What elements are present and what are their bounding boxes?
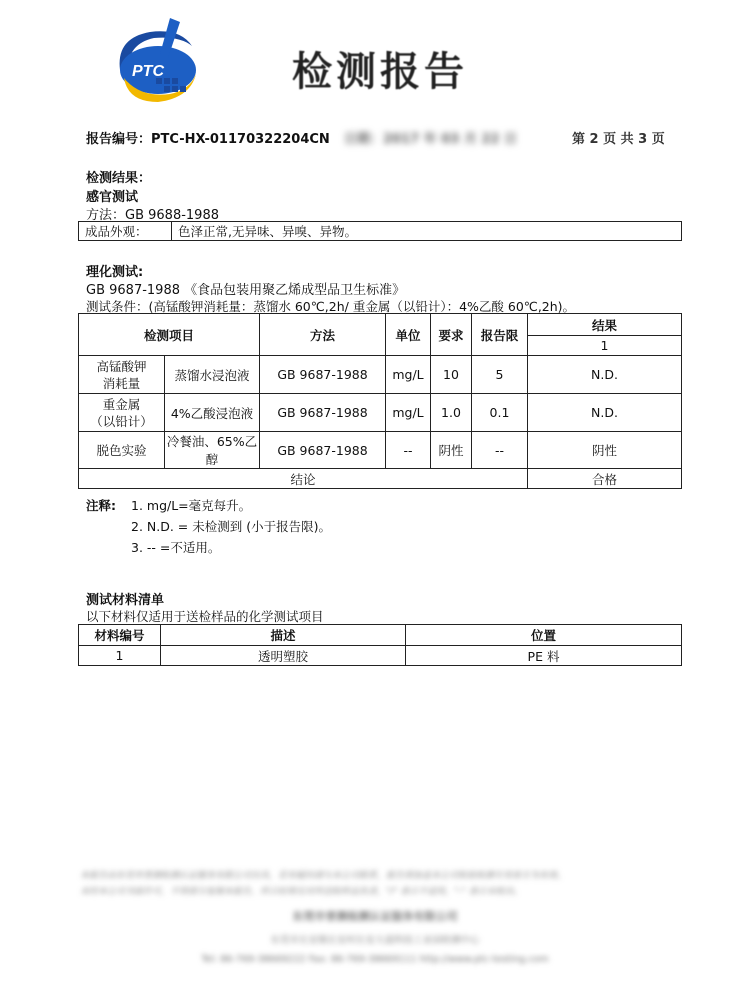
- footer-disclaimer-1: 本报告由东莞市普测检测认证服务有限公司出具，若有疑问请与本公司联系，报告须加盖本公司检验检测专用章方为有效。: [80, 871, 567, 881]
- report-number: [86, 128, 330, 147]
- note-item: 2. N.D. = 未检测到 (小于报告限)。: [131, 519, 331, 534]
- col-unit: 单位: [386, 314, 431, 356]
- row-unit: mg/L: [386, 356, 431, 394]
- material-no: 1: [79, 646, 161, 666]
- material-desc: 透明塑胶: [161, 646, 406, 666]
- row-item: 重金属 （以铅计）: [79, 394, 165, 432]
- logo-text: PTC: [132, 63, 164, 80]
- notes: [86, 495, 331, 555]
- row-sub: 蒸馏水浸泡液: [165, 356, 260, 394]
- row-method: GB 9687-1988: [260, 356, 386, 394]
- row-method: GB 9687-1988: [260, 432, 386, 469]
- note-item: 3. -- =不适用。: [131, 540, 221, 555]
- table-header-row: [79, 625, 682, 646]
- row-result: N.D.: [528, 356, 682, 394]
- row-limit: --: [472, 432, 528, 469]
- footer-company: 东莞市普测检测认证服务有限公司: [292, 910, 458, 923]
- results-heading: 检测结果：: [86, 171, 152, 186]
- row-req: 10: [431, 356, 472, 394]
- material-pos: PE 料: [406, 646, 682, 666]
- sensory-method: 方法：GB 9688-1988: [86, 208, 219, 223]
- page-indicator: 第 2 页 共 3 页: [572, 132, 665, 147]
- conclusion-label: 结论: [79, 469, 528, 489]
- col-description: 描述: [161, 625, 406, 646]
- report-title: 检测报告: [292, 49, 468, 95]
- row-req: 阴性: [431, 432, 472, 469]
- col-material-no: 材料编号: [79, 625, 161, 646]
- materials-subtitle: 以下材料仅适用于送检样品的化学测试项目: [86, 609, 324, 624]
- table-row: [79, 469, 682, 489]
- table-row: [79, 222, 682, 241]
- col-limit: 报告限: [472, 314, 528, 356]
- note-item: 1. mg/L=毫克每升。: [131, 498, 252, 513]
- col-method: 方法: [260, 314, 386, 356]
- row-item: 脱色实验: [79, 432, 165, 469]
- row-result: N.D.: [528, 394, 682, 432]
- conclusion-value: 合格: [528, 469, 682, 489]
- row-sub: 4%乙酸浸泡液: [165, 394, 260, 432]
- row-unit: --: [386, 432, 431, 469]
- sensory-value: 色泽正常,无异味、异嗅、异物。: [172, 222, 682, 241]
- table-header-row: [79, 314, 682, 336]
- row-sub: 冷餐油、65%乙醇: [165, 432, 260, 469]
- materials-heading: 测试材料清单: [86, 593, 165, 608]
- report-number-value: PTC-HX-01170322204CN: [151, 132, 330, 147]
- row-req: 1.0: [431, 394, 472, 432]
- table-row: [79, 394, 682, 432]
- physchem-heading: 理化测试:: [86, 265, 144, 280]
- row-limit: 5: [472, 356, 528, 394]
- physchem-table: [78, 313, 682, 489]
- physchem-conditions: 测试条件：(高锰酸钾消耗量：蒸馏水 60℃,2h/ 重金属（以铅计）：4%乙酸 60℃,2h)。: [86, 299, 576, 314]
- row-limit: 0.1: [472, 394, 528, 432]
- company-logo: [110, 18, 202, 106]
- table-row: [79, 432, 682, 469]
- row-method: GB 9687-1988: [260, 394, 386, 432]
- footer-disclaimer-2: 未经本公司书面许可，不得部分复制本报告，所示结果仅对所送检样品负责，"/" 表示不适用，"-" 表示未检出。: [80, 887, 523, 897]
- row-result: 阴性: [528, 432, 682, 469]
- row-item: 高锰酸钾 消耗量: [79, 356, 165, 394]
- sensory-label: 成品外观：: [79, 222, 172, 241]
- footer-address: 东莞市长安镇长安村长安大道科技工业园检测中心: [270, 935, 480, 946]
- footer-contact: Tel: 86-769-38669222 Fax: 86-769-38669111 http://www.ptc-testing.com: [201, 954, 549, 965]
- col-item: 检测项目: [79, 314, 260, 356]
- col-requirement: 要求: [431, 314, 472, 356]
- report-date: 日期：2017 年 03 月 22 日: [344, 132, 517, 147]
- physchem-standard: GB 9687-1988 《食品包装用聚乙烯成型品卫生标准》: [86, 283, 406, 298]
- table-row: [79, 356, 682, 394]
- report-number-label: 报告编号：: [86, 132, 152, 147]
- sensory-heading: 感官测试: [86, 190, 139, 205]
- sensory-table: [78, 221, 682, 241]
- col-sample: 1: [528, 336, 682, 356]
- materials-table: [78, 624, 682, 666]
- table-row: [79, 646, 682, 666]
- notes-label: 注释:: [86, 498, 116, 513]
- row-unit: mg/L: [386, 394, 431, 432]
- col-position: 位置: [406, 625, 682, 646]
- col-result: 结果: [528, 314, 682, 336]
